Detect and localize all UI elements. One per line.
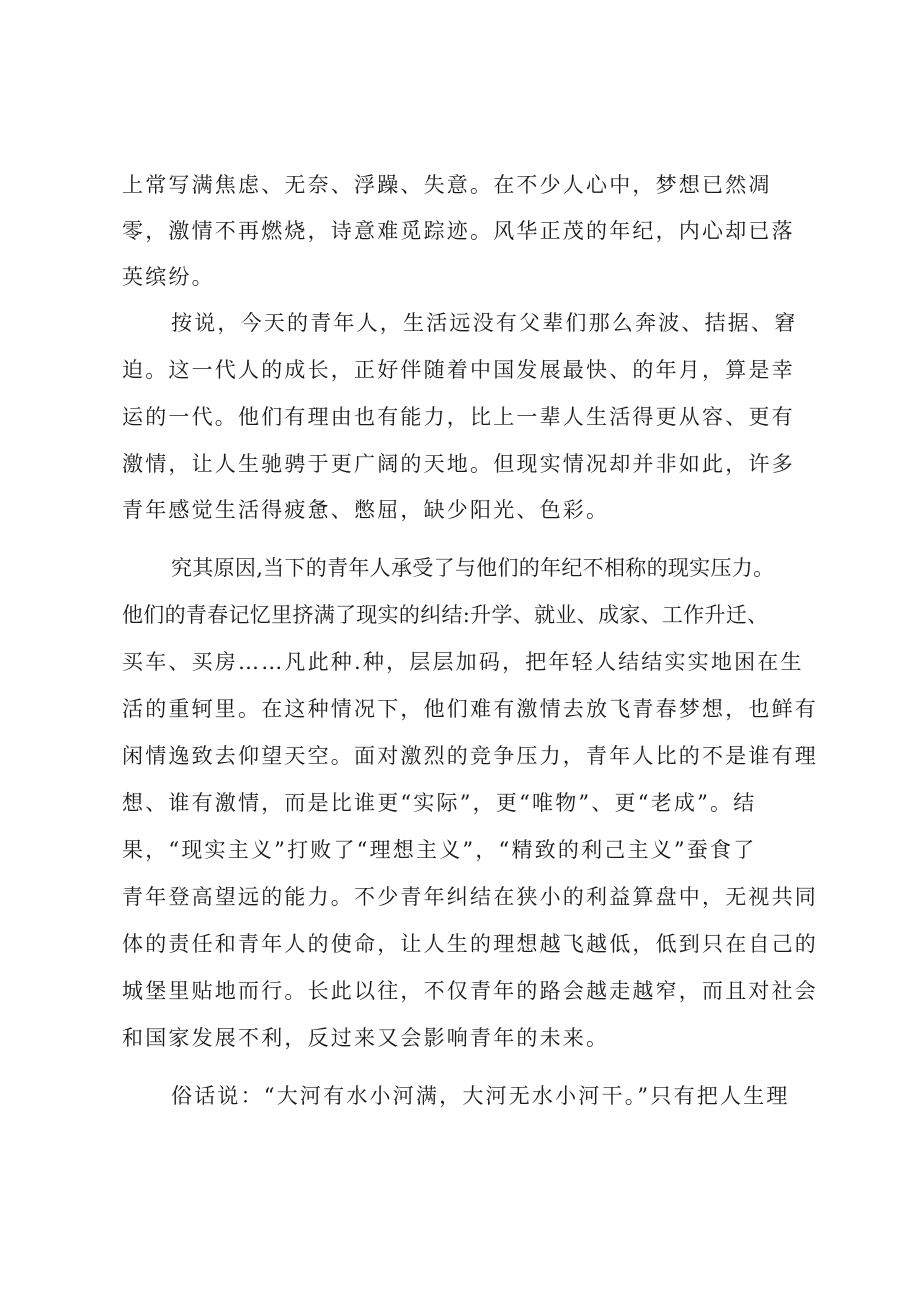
text-line: 想、谁有激情，而是比谁更“实际”，更“唯物”、更“老成”。结 [122, 791, 757, 815]
text-line: 买车、买房……凡此种.种，层层加码，把年轻人结结实实地困在生 [122, 650, 804, 674]
text-line: 运的一代。他们有理由也有能力，比上一辈人生活得更从容、更有 [122, 405, 795, 429]
text-line: 他们的青春记忆里挤满了现实的纠结:升学、就业、成家、工作升迁、 [122, 603, 769, 627]
text-line: 体的责任和青年人的使命，让人生的理想越飞越低，低到只在自己的 [122, 932, 818, 956]
paragraph-first-line: 究其原因,当下的青年人承受了与他们的年纪不相称的现实压力。 [171, 556, 775, 580]
text-line: 活的重轲里。在这种情况下，他们难有激情去放飞青春梦想，也鲜有 [122, 697, 818, 721]
text-line: 闲情逸致去仰望天空。面对激烈的竞争压力，青年人比的不是谁有理 [122, 744, 818, 768]
text-line: 和国家发展不利，反过来又会影响青年的未来。 [122, 1026, 610, 1050]
text-line: 英缤纷。 [122, 265, 215, 289]
text-line: 青年感觉生活得疲惫、憋屈，缺少阳光、色彩。 [122, 498, 610, 522]
text-line: 激情，让人生驰骋于更广阔的天地。但现实情况却并非如此，许多 [122, 452, 795, 476]
text-line: 青年登高望远的能力。不少青年纠结在狭小的利益算盘中，无视共同 [122, 885, 818, 909]
text-line: 上常写满焦虑、无奈、浮躁、失意。在不少人心中，梦想已然凋 [122, 173, 772, 197]
paragraph-first-line: 按说，今天的青年人，生活远没有父辈们那么奔波、拮据、窘 [171, 311, 798, 335]
text-line: 城堡里贴地而行。长此以往，不仅青年的路会越走越窄，而且对社会 [122, 979, 818, 1003]
text-line: 零，激情不再燃烧，诗意难觅踪迹。风华正茂的年纪，内心却已落 [122, 219, 795, 243]
text-line: 迫。这一代人的成长，正好伴随着中国发展最快、的年月，算是幸 [122, 358, 795, 382]
paragraph-first-line: 俗话说：“大河有水小河满，大河无水小河干。”只有把人生理 [171, 1084, 790, 1108]
text-line: 果，“现实主义”打败了“理想主义”，“精致的利己主义”蚕食了 [122, 838, 757, 862]
